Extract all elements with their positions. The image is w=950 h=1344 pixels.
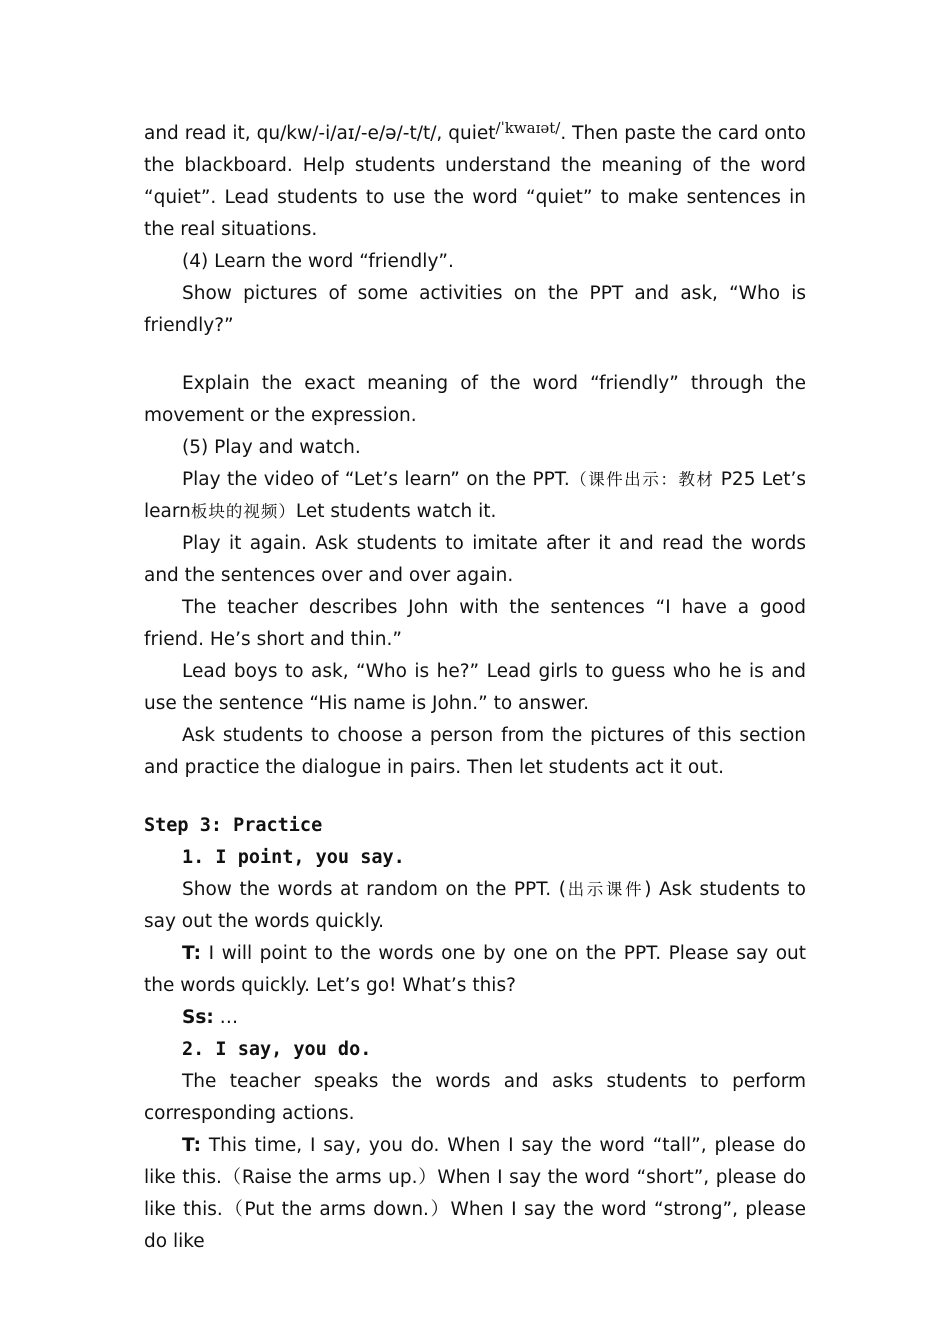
practice-pairs-paragraph: Ask students to choose a person from the pictures of this section and practice the dialogue in pairs. Then let students act it out. — [144, 725, 806, 778]
play-video-paragraph — [144, 464, 806, 528]
teacher-label: T: — [182, 943, 202, 964]
play-video-cn-1: （课件出示：教材 — [569, 470, 715, 489]
play-video-text-b: P25 Let’s learn — [144, 469, 806, 522]
item1-show-text-a: Show the words at random on the PPT. ( — [182, 879, 566, 900]
friendly-show-paragraph: Show pictures of some activities on the PPT and ask, “Who is friendly?” — [144, 283, 806, 336]
spacer — [144, 784, 806, 810]
lead-boys-paragraph: Lead boys to ask, “Who is he?” Lead girls to guess who he is and use the sentence “His name is John.” to answer. — [144, 661, 806, 714]
item1-show-text-b: ) Ask students to say out the words quickly. — [144, 879, 806, 932]
quiet-text-b: . Then paste the card onto the blackboard. Help students understand the meaning of the word “quiet”. Lead students to use the word “quiet” to make sentences in the real situations. — [144, 123, 807, 240]
quiet-paragraph — [144, 112, 806, 246]
quiet-text-a: and read it, qu/kw/-i/aɪ/-e/ə/-t/t/, quiet — [144, 123, 496, 144]
play-video-cn-2: 板块的视频） — [190, 502, 296, 521]
item2-teacher-paren-2: （Put the arms down.） — [222, 1199, 451, 1220]
play-video-text-c: Let students watch it. — [295, 501, 497, 522]
item1-students-line — [144, 1002, 806, 1034]
document-page — [144, 112, 806, 1258]
item2-teacher-text-b: When I say the word “short”, please do like this. — [144, 1167, 807, 1220]
item1-show-cn: 出示课件 — [565, 880, 645, 899]
item1-teacher-text: I will point to the words one by one on the PPT. Please say out the words quickly. Let’s go! What’s this? — [144, 943, 806, 996]
friendly-heading: (4) Learn the word “friendly”. — [182, 251, 454, 272]
step3-title: Step 3: Practice — [144, 815, 323, 836]
item1-show-paragraph — [144, 874, 806, 938]
spacer — [144, 342, 806, 368]
item2-teacher-text-a: This time, I say, you do. When I say the word “tall”, please do like this. — [144, 1135, 806, 1188]
teacher-describes-paragraph: The teacher describes John with the sentences “I have a good friend. He’s short and thin.” — [144, 597, 806, 650]
item2-teacher-text-c: When I say the word “strong”, please do like — [144, 1199, 807, 1252]
students-label: Ss: — [182, 1007, 214, 1028]
item2-heading: 2. I say, you do. — [182, 1039, 372, 1060]
item1-teacher-line — [144, 938, 806, 1002]
item2-teacher-paren-1: （Raise the arms up.） — [221, 1167, 438, 1188]
item2-teacher-line — [144, 1130, 806, 1258]
item2-desc-paragraph: The teacher speaks the words and asks students to perform corresponding actions. — [144, 1071, 806, 1124]
item1-heading: 1. I point, you say. — [182, 847, 405, 868]
play-video-text-a: Play the video of “Let’s learn” on the PPT. — [182, 469, 570, 490]
quiet-phonetic: /ˈkwaɪət/ — [495, 119, 561, 137]
friendly-explain-paragraph: Explain the exact meaning of the word “friendly” through the movement or the expression. — [144, 373, 806, 426]
teacher-label: T: — [182, 1135, 202, 1156]
play-again-paragraph: Play it again. Ask students to imitate after it and read the words and the sentences over and over again. — [144, 533, 806, 586]
item1-students-text: … — [213, 1007, 239, 1028]
play-heading: (5) Play and watch. — [182, 437, 361, 458]
